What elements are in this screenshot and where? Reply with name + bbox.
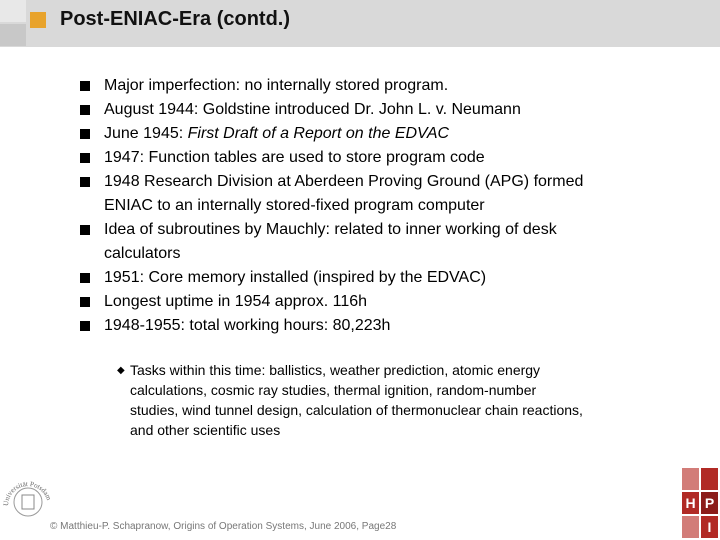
footer-copyright: © Matthieu-P. Schapranow, Origins of Operation Systems, June 2006, Page28: [50, 521, 397, 532]
bullet-item: Major imperfection: no internally stored program.: [80, 74, 690, 98]
header-square-orange: [30, 12, 46, 28]
diamond-bullet-icon: ◆: [117, 365, 125, 376]
square-bullet-icon: [80, 297, 90, 307]
report-title: First Draft of a Report on the EDVAC: [187, 125, 450, 142]
bullet-item: August 1944: Goldstine introduced Dr. John L. v. Neumann: [80, 98, 690, 122]
bullet-item: 1948-1955: total working hours: 80,223h: [80, 314, 690, 338]
header-square-light: [0, 0, 26, 22]
bullet-item: Longest uptime in 1954 approx. 116h: [80, 290, 690, 314]
sub-bullet-list: [117, 360, 707, 440]
header-square-gray: [0, 24, 26, 46]
svg-text:Universität Potsdam: Universität Potsdam: [2, 479, 53, 507]
bullet-item: 1951: Core memory installed (inspired by the EDVAC): [80, 266, 690, 290]
header-bar: [0, 0, 720, 47]
bullet-item: Idea of subroutines by Mauchly: related to inner working of desk calculators: [80, 218, 690, 266]
square-bullet-icon: [80, 105, 90, 115]
square-bullet-icon: [80, 129, 90, 139]
square-bullet-icon: [80, 321, 90, 331]
square-bullet-icon: [80, 81, 90, 91]
bullet-item: 1947: Function tables are used to store program code: [80, 146, 690, 170]
bullet-item: 1948 Research Division at Aberdeen Proving Ground (APG) formed ENIAC to an internally stored-fixed program computer: [80, 170, 690, 218]
square-bullet-icon: [80, 177, 90, 187]
bullet-item: June 1945: First Draft of a Report on the EDVAC: [80, 122, 690, 146]
university-seal-icon: [2, 468, 54, 528]
hpi-logo: H P I: [682, 468, 718, 538]
square-bullet-icon: [80, 225, 90, 235]
sub-bullet-item: ◆ Tasks within this time: ballistics, weather prediction, atomic energy calculations, cosmic ray studies, thermal ignition, random-number studies, wind tunnel design, calculation of thermonuclear chain reactions, and other scientific uses: [117, 362, 583, 438]
square-bullet-icon: [80, 273, 90, 283]
square-bullet-icon: [80, 153, 90, 163]
bullet-list: [80, 74, 690, 338]
page-title: Post-ENIAC-Era (contd.): [60, 8, 290, 30]
